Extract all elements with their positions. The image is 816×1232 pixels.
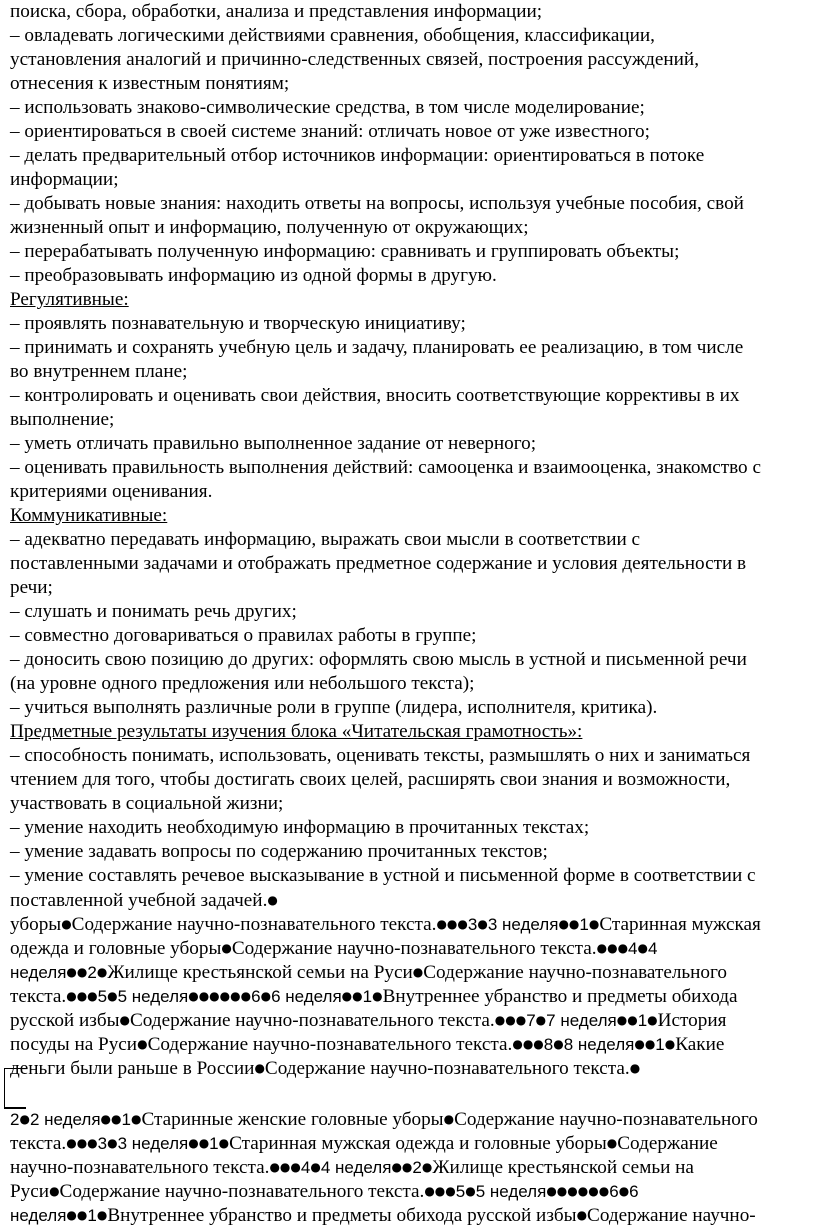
communicative-line: – слушать и понимать речь других;	[10, 601, 297, 622]
topic-text: Содержание научно-познавательного текста.	[129, 1010, 495, 1031]
week-label: 6	[609, 1182, 619, 1201]
bullet-icon: ●	[137, 1037, 148, 1051]
schedule-line	[10, 1203, 810, 1227]
heading-regulative: Регулятивные:	[10, 289, 129, 310]
topic-text: Жилище крестьянской семьи на	[432, 1157, 694, 1178]
bullet-icon: ●	[96, 1208, 108, 1222]
bullet-icon: ●	[535, 1013, 547, 1027]
bullet-icon: ●	[279, 1160, 291, 1174]
topic-text: Содержание научно-	[587, 1205, 756, 1226]
bullet-icon: ●	[372, 989, 383, 1003]
bullet-icon: ●	[49, 1184, 60, 1198]
bullet-icon: ●	[443, 1112, 455, 1126]
topic-text: посуды на Руси	[10, 1034, 138, 1055]
regulative-line: – принимать и сохранять учебную цель и задачу, планировать ее реализацию, в том числе	[10, 337, 744, 358]
bullet-icon: ●	[627, 1013, 638, 1027]
text-line: – перерабатывать полученную информацию: сравнивать и группировать объекты;	[10, 241, 680, 262]
topic-text: деньги были раньше в России	[10, 1058, 255, 1079]
communicative-line: (на уровне одного предложения или небольшого текста);	[10, 673, 475, 694]
bullet-icon: ●	[76, 989, 88, 1003]
schedule-line	[10, 1107, 810, 1131]
text-line: отнесения к известным понятиям;	[10, 73, 290, 94]
bullet-icon: ●	[391, 1160, 402, 1174]
bullet-icon: ●	[76, 965, 88, 979]
document-page	[10, 0, 810, 1080]
week-label: 6	[251, 987, 261, 1006]
bullet-icon: ●	[310, 1160, 321, 1174]
bullet-icon: ●	[618, 1184, 630, 1198]
garbled-schedule-block-1	[10, 912, 810, 1080]
schedule-line	[10, 1179, 810, 1203]
bullet-icon: ●	[66, 1208, 77, 1222]
bullet-icon: ●	[533, 1037, 544, 1051]
bullet-icon: ●	[66, 1136, 77, 1150]
subject-last-text: поставленной учебной задачей.	[10, 890, 268, 911]
schedule-line	[10, 1131, 810, 1155]
week-label: 1	[655, 1035, 665, 1054]
bullet-icon: ●	[553, 1037, 564, 1051]
bullet-icon: ●	[260, 989, 272, 1003]
bullet-icon: ●	[515, 1013, 527, 1027]
week-label: неделя	[10, 1206, 67, 1225]
schedule-line	[10, 984, 810, 1008]
bullet-icon: ●	[87, 1136, 98, 1150]
heading-communicative: Коммуникативные:	[10, 505, 168, 526]
text-line: – использовать знаково-символические средства, в том числе моделирование;	[10, 97, 645, 118]
communicative-skills-list	[10, 528, 810, 720]
week-label: 4	[300, 1158, 311, 1177]
topic-text: текста.	[10, 1133, 67, 1154]
bullet-icon: ●	[219, 989, 231, 1003]
bullet-icon: ●	[230, 989, 241, 1003]
week-label: 2	[412, 1158, 422, 1177]
week-label: 3	[97, 1134, 108, 1153]
topic-text: Внутреннее убранство и предметы обихода русской избы	[107, 1205, 577, 1226]
regulative-line: во внутреннем плане;	[10, 361, 188, 382]
week-label: 1	[637, 1011, 648, 1030]
bullet-icon: ●	[567, 1184, 578, 1198]
topic-text: Старинные женские головные уборы	[141, 1109, 444, 1130]
communicative-line: – доносить свою позицию до других: оформлять свою мысль в устной и письменной речи	[10, 649, 747, 670]
bullet-icon: ●	[647, 1013, 658, 1027]
bullet-icon: ●	[598, 1184, 610, 1198]
bullet-icon: ●	[634, 1037, 645, 1051]
bullet-icon: ●	[436, 917, 447, 931]
bullet-icon: ●	[617, 941, 629, 955]
bullet-icon: ●	[267, 893, 278, 907]
subject-line: участвовать в социальной жизни;	[10, 793, 284, 814]
bullet-icon: ●	[505, 1013, 516, 1027]
bullet-icon: ●	[290, 1160, 301, 1174]
bullet-icon: ●	[558, 917, 569, 931]
schedule-line	[10, 1155, 810, 1179]
text-line: – овладевать логическими действиями сравнения, обобщения, классификации,	[10, 25, 655, 46]
bullet-icon: ●	[352, 989, 363, 1003]
regulative-line: – уметь отличать правильно выполненное задание от неверного;	[10, 433, 537, 454]
week-label: 5 неделя	[117, 987, 189, 1006]
bullet-icon: ●	[546, 1184, 557, 1198]
bullet-icon: ●	[577, 1184, 589, 1198]
bullet-icon: ●	[477, 917, 488, 931]
week-label: 4 неделя	[320, 1158, 392, 1177]
communicative-line: – учиться выполнять различные роли в группе (лидера, исполнителя, критика).	[10, 697, 658, 718]
schedule-line	[10, 960, 810, 984]
bullet-icon: ●	[412, 965, 424, 979]
bullet-icon: ●	[269, 1160, 280, 1174]
bullet-icon: ●	[111, 1112, 122, 1126]
schedule-line	[10, 912, 810, 936]
bullet-icon: ●	[130, 1112, 142, 1126]
week-label: 4	[628, 939, 638, 958]
subject-line: – умение находить необходимую информацию в прочитанных текстах;	[10, 817, 590, 838]
week-label: 1	[362, 987, 373, 1006]
topic-text: Руси	[10, 1181, 50, 1202]
bullet-icon: ●	[100, 1112, 112, 1126]
text-line: установления аналогий и причинно-следственных связей, построения рассуждений,	[10, 49, 699, 70]
week-label: 7 неделя	[546, 1011, 617, 1030]
bullet-icon: ●	[637, 941, 648, 955]
week-label: 3	[467, 915, 478, 934]
bullet-icon: ●	[66, 989, 77, 1003]
topic-text: Содержание научно-познавательного текста.	[59, 1181, 425, 1202]
week-label: 6	[629, 1182, 639, 1201]
regulative-line: критериями оценивания.	[10, 481, 213, 502]
schedule-line	[10, 1008, 810, 1032]
bullet-icon: ●	[434, 1184, 446, 1198]
bullet-icon: ●	[512, 1037, 523, 1051]
bullet-icon: ●	[218, 1136, 230, 1150]
communicative-line: – совместно договариваться о правилах работы в группе;	[10, 625, 477, 646]
subject-last-line	[10, 888, 810, 912]
subject-line: – умение задавать вопросы по содержанию прочитанных текстов;	[10, 841, 548, 862]
regulative-line: – контролировать и оценивать свои действия, вносить соответствующие коррективы в их	[10, 385, 740, 406]
bullet-icon: ●	[198, 1136, 210, 1150]
topic-text: уборы	[10, 914, 62, 935]
bullet-icon: ●	[576, 1208, 588, 1222]
week-label: 1	[209, 1134, 219, 1153]
week-label: 5	[455, 1182, 466, 1201]
schedule-line	[10, 1032, 810, 1056]
bullet-icon: ●	[76, 1136, 88, 1150]
bullet-icon: ●	[606, 1136, 618, 1150]
topic-text: Содержание научно-познавательного текста.	[147, 1034, 513, 1055]
bullet-icon: ●	[96, 965, 108, 979]
bullet-icon: ●	[465, 1184, 476, 1198]
bullet-icon: ●	[341, 989, 353, 1003]
garbled-schedule-block-2	[10, 1107, 810, 1227]
week-label: 2 неделя	[29, 1110, 101, 1129]
bullet-icon: ●	[616, 1013, 628, 1027]
week-label: 1	[579, 915, 589, 934]
bullet-icon: ●	[494, 1013, 506, 1027]
bullet-icon: ●	[664, 1037, 676, 1051]
topic-text: Старинная мужская	[599, 914, 761, 935]
bullet-icon: ●	[221, 941, 232, 955]
bullet-icon: ●	[421, 1160, 433, 1174]
empty-frame	[4, 1068, 26, 1108]
text-line: информации;	[10, 169, 119, 190]
bullet-icon: ●	[240, 989, 252, 1003]
topic-text: Содержание научно-познавательного	[423, 962, 728, 983]
bullet-icon: ●	[607, 941, 618, 955]
regulative-line: выполнение;	[10, 409, 115, 430]
week-label: 8	[543, 1035, 554, 1054]
bullet-icon: ●	[66, 965, 77, 979]
week-label: 5 неделя	[475, 1182, 547, 1201]
bullet-icon: ●	[446, 917, 458, 931]
topic-text: История	[657, 1010, 727, 1031]
week-label: неделя	[10, 963, 67, 982]
bullet-icon: ●	[556, 1184, 568, 1198]
text-line: – преобразовывать информацию из одной формы в другую.	[10, 265, 497, 286]
bullet-icon: ●	[644, 1037, 656, 1051]
bullet-icon: ●	[209, 989, 220, 1003]
topic-text: Старинная мужская одежда и головные уборы	[229, 1133, 607, 1154]
bullet-icon: ●	[629, 1061, 641, 1075]
topic-text: Содержание научно-познавательного текста.	[71, 914, 437, 935]
topic-text: русской избы	[10, 1010, 120, 1031]
subject-line: – способность понимать, использовать, оценивать тексты, размышлять о них и заниматься	[10, 745, 751, 766]
communicative-line: речи;	[10, 577, 53, 598]
topic-text: научно-познавательного текста.	[10, 1157, 270, 1178]
schedule-line	[10, 1056, 810, 1080]
topic-text: Содержание	[617, 1133, 718, 1154]
week-label: 4	[648, 939, 658, 958]
bullet-icon: ●	[198, 989, 210, 1003]
week-label: 1	[121, 1110, 131, 1129]
communicative-line: поставленными задачами и отображать предметное содержание и условия деятельности в	[10, 553, 747, 574]
week-label: 3 неделя	[487, 915, 559, 934]
communicative-line: – адекватно передавать информацию, выражать свои мысли в соответствии с	[10, 529, 641, 550]
bullet-icon: ●	[401, 1160, 413, 1174]
topic-text: Внутреннее убранство и предметы обихода	[382, 986, 738, 1007]
bullet-icon: ●	[61, 917, 72, 931]
bullet-icon: ●	[457, 917, 468, 931]
week-label: 7	[526, 1011, 536, 1030]
text-line: жизненный опыт и информацию, полученную от окружающих;	[10, 217, 529, 238]
regulative-line: – проявлять познавательную и творческую инициативу;	[10, 313, 466, 334]
text-line: – ориентироваться в своей системе знаний: отличать новое от уже известного;	[10, 121, 650, 142]
week-label: 1	[87, 1206, 97, 1225]
week-label: 5	[97, 987, 108, 1006]
bullet-icon: ●	[522, 1037, 534, 1051]
text-line: – делать предварительный отбор источников информации: ориентироваться в потоке	[10, 145, 705, 166]
week-label: 6 неделя	[271, 987, 342, 1006]
topic-text: Содержание научно-познавательного текста.	[231, 938, 597, 959]
topic-text: Содержание научно-познавательного текста.	[264, 1058, 630, 1079]
bullet-icon: ●	[254, 1061, 265, 1075]
regulative-line: – оценивать правильность выполнения действий: самооценка и взаимооценка, знакомство с	[10, 457, 761, 478]
bullet-icon: ●	[188, 989, 199, 1003]
bullet-icon: ●	[107, 989, 118, 1003]
subject-line: чтением для того, чтобы достигать своих целей, расширять свои знания и возможности,	[10, 769, 731, 790]
bullet-icon: ●	[188, 1136, 199, 1150]
bullet-icon: ●	[596, 941, 608, 955]
bullet-icon: ●	[19, 1112, 30, 1126]
topic-text: Содержание научно-познавательного	[454, 1109, 758, 1130]
heading-subject-results: Предметные результаты изучения блока «Читательская грамотность»:	[10, 721, 583, 742]
week-label: 3 неделя	[117, 1134, 189, 1153]
bullet-icon: ●	[87, 989, 98, 1003]
bullet-icon: ●	[107, 1136, 118, 1150]
subject-line: – умение составлять речевое высказывание в устной и письменной форме в соответствии с	[10, 865, 756, 886]
regulative-skills-list	[10, 312, 810, 504]
bullet-icon: ●	[588, 917, 600, 931]
bullet-icon: ●	[424, 1184, 435, 1198]
schedule-line	[10, 936, 810, 960]
bullet-icon: ●	[445, 1184, 456, 1198]
week-label: 8 неделя	[563, 1035, 635, 1054]
topic-text: текста.	[10, 986, 67, 1007]
cognitive-skills-list	[10, 0, 810, 288]
week-label: 2	[10, 1110, 20, 1129]
text-line: поиска, сбора, обработки, анализа и представления информации;	[10, 1, 543, 22]
topic-text: Жилище крестьянской семьи на Руси	[107, 962, 413, 983]
topic-text: одежда и головные уборы	[10, 938, 222, 959]
bullet-icon: ●	[588, 1184, 599, 1198]
topic-text: Какие	[675, 1034, 725, 1055]
subject-results-list	[10, 744, 810, 888]
text-line: – добывать новые знания: находить ответы на вопросы, используя учебные пособия, свой	[10, 193, 744, 214]
week-label: 2	[87, 963, 97, 982]
bullet-icon: ●	[568, 917, 580, 931]
bullet-icon: ●	[119, 1013, 130, 1027]
bullet-icon: ●	[76, 1208, 88, 1222]
